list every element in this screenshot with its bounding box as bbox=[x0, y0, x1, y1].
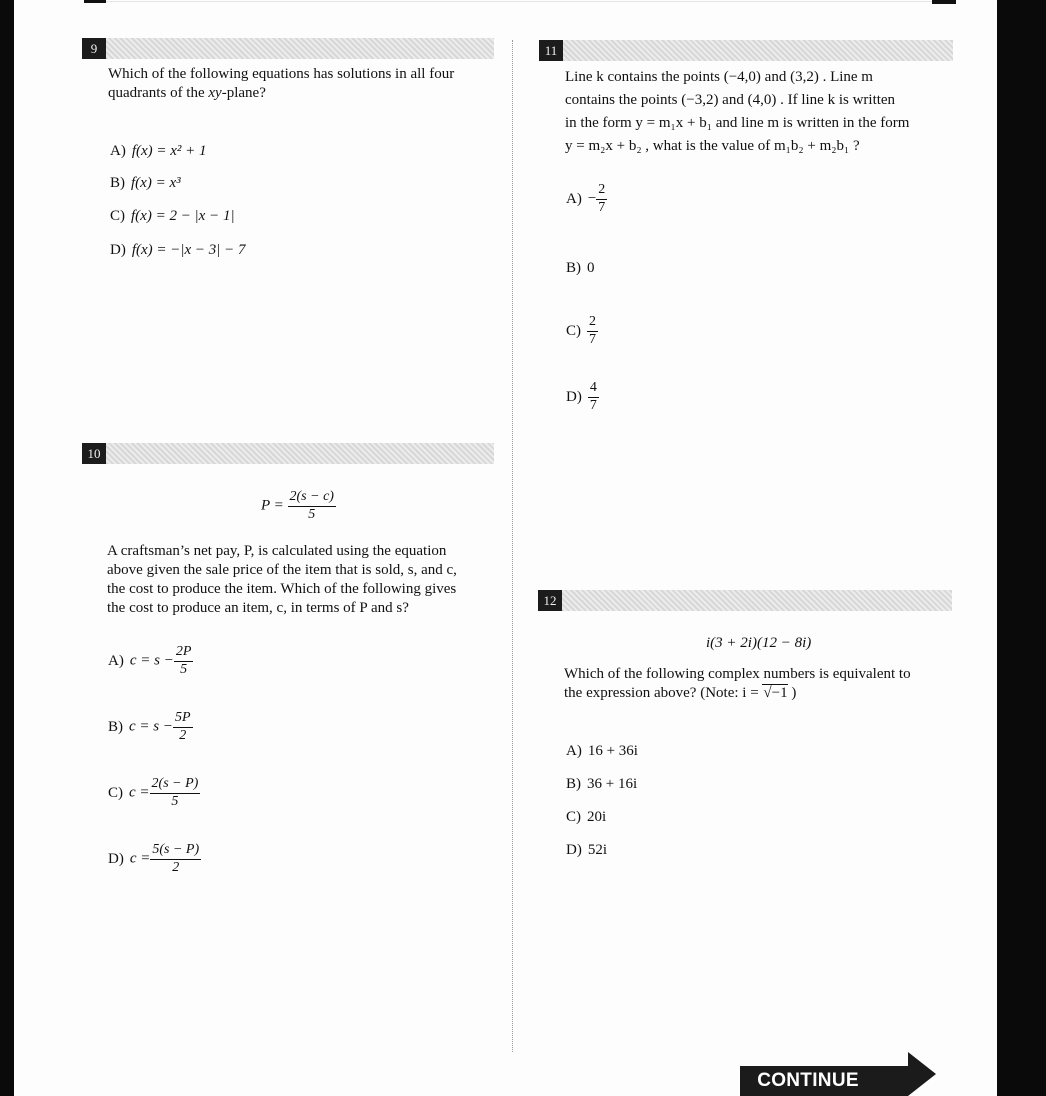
q9-choice-d[interactable]: D) f(x) = −|x − 3| − 7 bbox=[110, 242, 246, 258]
prompt-line: y = m₂x + b₂ , what is the value of m₁b₂ + m₂b₁ ? bbox=[565, 138, 860, 154]
q12-choice-d[interactable]: D) 52i bbox=[566, 842, 607, 858]
q11-choice-d[interactable]: D) $\frac{4}{7}$ bbox=[566, 380, 597, 413]
question-number-badge: 9 bbox=[82, 38, 106, 59]
q11-choice-a[interactable]: A) − $\frac{2}{7}$ bbox=[566, 182, 606, 215]
prompt-line: Which of the following equations has solutions in all four bbox=[108, 66, 455, 82]
prompt-line: above given the sale price of the item that is sold, s, and c, bbox=[107, 562, 457, 578]
q10-choice-b[interactable]: B) c = s − $\frac{5P}{2}$ bbox=[108, 710, 191, 743]
prompt-line: the expression above? (Note: i = √−1 ) bbox=[564, 685, 797, 701]
question-10-prompt bbox=[107, 542, 507, 618]
q10-choice-a[interactable]: A) c = s − $\frac{2P}{5}$ bbox=[108, 644, 192, 677]
question-header-bar bbox=[106, 38, 494, 59]
prompt-line: contains the points (−3,2) and (4,0) . If line k is written bbox=[565, 92, 896, 108]
fraction: $\frac{2(s - P)}{5}$ bbox=[151, 776, 199, 809]
question-header-bar bbox=[563, 40, 953, 61]
q9-choice-a[interactable]: A) f(x) = x² + 1 bbox=[110, 143, 207, 159]
fraction: $\frac{5P}{2}$ bbox=[175, 710, 191, 743]
question-number-badge: 10 bbox=[82, 443, 106, 464]
top-rule bbox=[106, 1, 932, 2]
fraction: $\frac{2}{7}$ bbox=[589, 314, 596, 347]
question-9-header bbox=[82, 38, 494, 59]
fraction: $\frac{5(s - P)}{2}$ bbox=[152, 842, 200, 875]
column-divider bbox=[512, 40, 513, 1052]
q11-choice-b[interactable]: B) 0 bbox=[566, 260, 595, 276]
question-12-header bbox=[538, 590, 952, 611]
q12-expression: i(3 + 2i)(12 − 8i) bbox=[706, 635, 812, 651]
prompt-line: in the form y = m₁x + b₁ and line m is written in the form bbox=[565, 115, 910, 131]
question-11-prompt bbox=[565, 66, 950, 158]
q12-choice-a[interactable]: A) 16 + 36i bbox=[566, 743, 638, 759]
prompt-line: quadrants of the xy-plane? bbox=[108, 85, 266, 101]
question-11-header bbox=[539, 40, 953, 61]
prompt-line: Which of the following complex numbers is equivalent to bbox=[564, 666, 911, 682]
fraction: $\frac{2P}{5}$ bbox=[175, 644, 192, 677]
question-9-prompt bbox=[108, 65, 498, 103]
q10-equation: P = $\frac{2(s - c)}{5}$ bbox=[261, 489, 334, 522]
q12-choice-c[interactable]: C) 20i bbox=[566, 809, 607, 825]
fraction: $\frac{2(s - c)}{5}$ bbox=[289, 489, 334, 522]
q9-choice-b[interactable]: B) f(x) = x³ bbox=[110, 175, 181, 191]
prompt-line: A craftsman’s net pay, P, is calculated using the equation bbox=[107, 543, 447, 559]
question-header-bar bbox=[106, 443, 494, 464]
question-header-bar bbox=[562, 590, 952, 611]
q10-choice-c[interactable]: C) c = $\frac{2(s - P)}{5}$ bbox=[108, 776, 199, 809]
prompt-line: the cost to produce the item. Which of the following gives bbox=[107, 581, 457, 597]
question-12-prompt bbox=[564, 665, 954, 703]
continue-label: CONTINUE bbox=[757, 1070, 859, 1091]
page-corner-mark-left bbox=[84, 0, 106, 3]
q10-choice-d[interactable]: D) c = $\frac{5(s - P)}{2}$ bbox=[108, 842, 200, 875]
continue-button[interactable] bbox=[740, 1052, 936, 1096]
prompt-line: the cost to produce an item, c, in terms of P and s? bbox=[107, 600, 409, 616]
question-number-badge: 12 bbox=[538, 590, 562, 611]
q9-choice-c[interactable]: C) f(x) = 2 − |x − 1| bbox=[110, 208, 235, 224]
fraction: $\frac{4}{7}$ bbox=[589, 380, 597, 413]
q12-choice-b[interactable]: B) 36 + 16i bbox=[566, 776, 638, 792]
question-10-header bbox=[82, 443, 494, 464]
page-corner-mark-right bbox=[932, 0, 956, 4]
q11-choice-c[interactable]: C) $\frac{2}{7}$ bbox=[566, 314, 596, 347]
prompt-line: Line k contains the points (−4,0) and (3,2) . Line m bbox=[565, 69, 873, 85]
question-number-badge: 11 bbox=[539, 40, 563, 61]
fraction: $\frac{2}{7}$ bbox=[598, 182, 606, 215]
